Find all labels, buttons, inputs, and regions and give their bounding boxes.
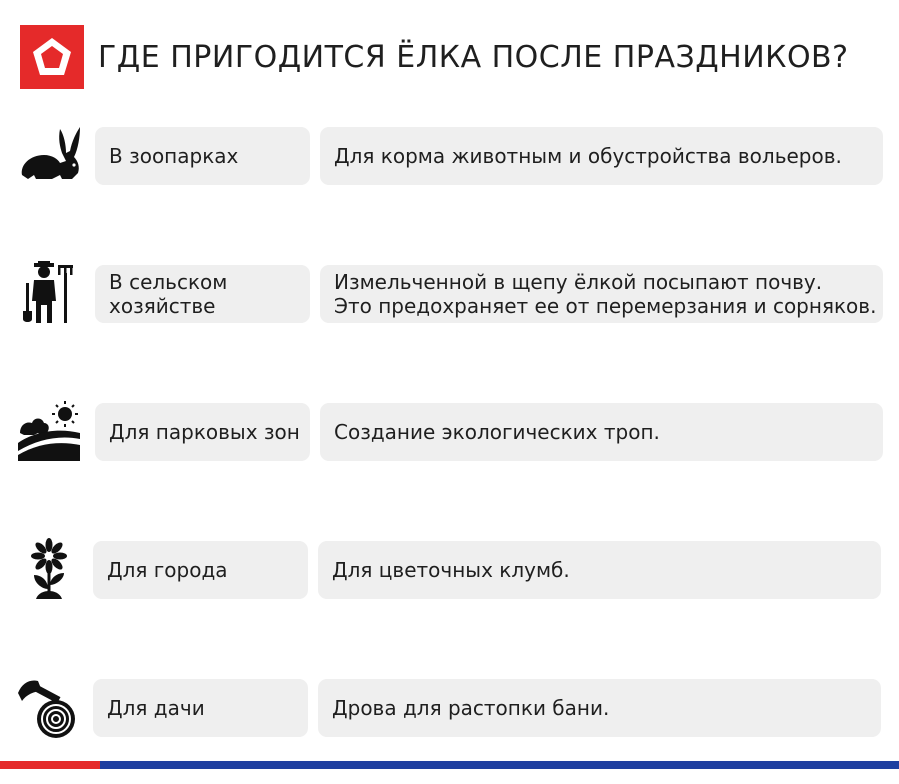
row-label: В сельском хозяйстве bbox=[95, 265, 310, 323]
row-label: Для дачи bbox=[93, 679, 308, 737]
list-item bbox=[0, 541, 899, 599]
list-item bbox=[0, 679, 899, 737]
park-landscape-icon bbox=[16, 399, 82, 463]
bottom-bar-red bbox=[0, 761, 100, 769]
row-description: Дрова для растопки бани. bbox=[318, 679, 881, 737]
row-label: Для парковых зон bbox=[95, 403, 310, 461]
header bbox=[20, 25, 849, 89]
row-description: Создание экологических троп. bbox=[320, 403, 883, 461]
farmer-icon bbox=[16, 261, 82, 325]
list-item bbox=[0, 265, 899, 323]
axe-log-icon bbox=[16, 675, 82, 739]
row-label: В зоопарках bbox=[95, 127, 310, 185]
logo bbox=[20, 25, 84, 89]
list-item bbox=[0, 127, 899, 185]
row-description: Для корма животным и обустройства вольеров. bbox=[320, 127, 883, 185]
rabbit-icon bbox=[16, 123, 82, 187]
list-item bbox=[0, 403, 899, 461]
row-description: Для цветочных клумб. bbox=[318, 541, 881, 599]
flower-icon bbox=[16, 537, 82, 601]
page-title: ГДЕ ПРИГОДИТСЯ ЁЛКА ПОСЛЕ ПРАЗДНИКОВ? bbox=[98, 39, 849, 75]
row-label: Для города bbox=[93, 541, 308, 599]
pentagon-logo-icon bbox=[30, 35, 74, 79]
bottom-bar-blue bbox=[100, 761, 899, 769]
bottom-color-bar bbox=[0, 761, 899, 769]
row-description: Измельченной в щепу ёлкой посыпают почву. Это предохраняет ее от перемерзания и сорняков. bbox=[320, 265, 883, 323]
